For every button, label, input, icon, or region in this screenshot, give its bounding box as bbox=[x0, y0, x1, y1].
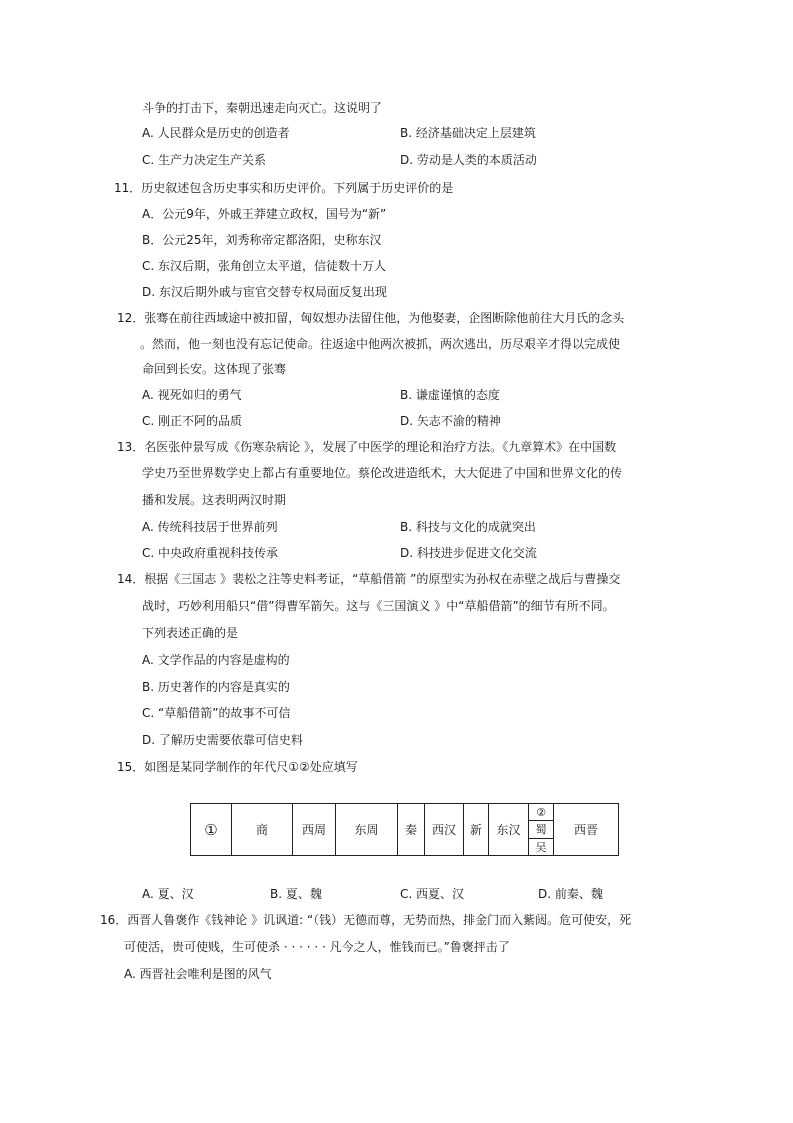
q11-option-a: A．公元9年，外戚王莽建立政权，国号为“新” bbox=[142, 207, 387, 221]
timeline-cell-three-kingdoms bbox=[529, 804, 554, 855]
dynasty-timeline bbox=[190, 803, 619, 856]
q14-stem-line3: 下列表述正确的是 bbox=[142, 626, 239, 640]
timeline-cell-dongzhou: 东周 bbox=[336, 804, 398, 855]
q13-stem-line3: 播和发展。这表明两汉时期 bbox=[142, 493, 287, 507]
q14-stem-line1: 14．根据《三国志 》裴松之注等史料考证，“草船借箭 ”的原型实为孙权在赤壁之战后与曹操交 bbox=[117, 572, 621, 586]
timeline-cell-shang: 商 bbox=[232, 804, 293, 855]
q10-stem-continued: 斗争的打击下，秦朝迅速走向灭亡。这说明了 bbox=[142, 101, 383, 115]
q10-option-b: B. 经济基础决定上层建筑 bbox=[400, 126, 536, 140]
q12-stem-line3: 命回到长安。这体现了张骞 bbox=[142, 362, 287, 376]
q15-option-c: C. 西夏、汉 bbox=[400, 887, 465, 901]
q13-option-c: C. 中央政府重视科技传承 bbox=[142, 546, 279, 560]
timeline-cell-qin: 秦 bbox=[398, 804, 425, 855]
q10-option-c: C. 生产力决定生产关系 bbox=[142, 153, 267, 167]
timeline-cell-shu: 蜀 bbox=[529, 821, 553, 838]
q14-stem-line2: 战时，巧妙利用船只“借”得曹军箭矢。这与《三国演义 》中“草船借箭”的细节有所不同。 bbox=[142, 599, 615, 613]
q12-option-d: D. 矢志不渝的精神 bbox=[400, 414, 501, 428]
q12-stem-line1: 12．张骞在前往西域途中被扣留，匈奴想办法留住他，为他娶妻，企图断除他前往大月氏的念头 bbox=[117, 311, 625, 325]
q14-option-d: D. 了解历史需要依靠可信史料 bbox=[142, 733, 303, 747]
timeline-cell-blank-1: ① bbox=[191, 804, 232, 855]
q15-option-a: A. 夏、汉 bbox=[142, 887, 194, 901]
q14-option-c: C. “草船借箭”的故事不可信 bbox=[142, 706, 291, 720]
q10-option-a: A. 人民群众是历史的创造者 bbox=[142, 126, 290, 140]
q13-option-a: A. 传统科技居于世界前列 bbox=[142, 520, 278, 534]
q10-option-d: D. 劳动是人类的本质活动 bbox=[400, 153, 537, 167]
q11-option-d: D. 东汉后期外戚与宦官交替专权局面反复出现 bbox=[142, 285, 387, 299]
q14-option-a: A. 文学作品的内容是虚构的 bbox=[142, 653, 290, 667]
q11-option-c: C. 东汉后期，张角创立太平道，信徒数十万人 bbox=[142, 259, 387, 273]
q12-option-c: C. 刚正不阿的品质 bbox=[142, 414, 243, 428]
q13-option-b: B. 科技与文化的成就突出 bbox=[400, 520, 536, 534]
q11-stem: 11．历史叙述包含历史事实和历史评价。下列属于历史评价的是 bbox=[114, 181, 454, 195]
q16-stem-line1: 16．西晋人鲁褒作《钱神论 》讥讽道: “（钱）无德而尊，无势而热，排金门而入紫闼。危可使安，死 bbox=[100, 913, 632, 927]
timeline-cell-xin: 新 bbox=[464, 804, 489, 855]
q16-option-a: A. 西晋社会唯利是图的风气 bbox=[124, 967, 272, 981]
q13-stem-line2: 学史乃至世界数学史上都占有重要地位。蔡伦改进造纸术，大大促进了中国和世界文化的传 bbox=[142, 466, 623, 480]
q16-stem-line2: 可使活，贵可使贱，生可使杀 · · · · · · 凡今之人，惟钱而已。”鲁褒抨击了 bbox=[124, 940, 510, 954]
timeline-cell-wu: 吴 bbox=[535, 840, 547, 854]
q12-option-a: A. 视死如归的勇气 bbox=[142, 388, 242, 402]
q13-option-d: D. 科技进步促进文化交流 bbox=[400, 546, 537, 560]
timeline-cell-xijin: 西晋 bbox=[573, 823, 598, 837]
timeline-cell-xihan: 西汉 bbox=[425, 804, 464, 855]
q13-stem-line1: 13．名医张仲景写成《伤寒杂病论 》，发展了中医学的理论和治疗方法。《九章算术》在中国数 bbox=[117, 440, 617, 454]
q12-option-b: B. 谦虚谨慎的态度 bbox=[400, 388, 500, 402]
q12-stem-line2: 。然而，他一刻也没有忘记使命。往返途中他两次被抓，两次逃出，历尽艰辛才得以完成使 bbox=[140, 337, 621, 351]
q15-option-d: D. 前秦、魏 bbox=[538, 887, 603, 901]
timeline-cell-blank-2: ② bbox=[529, 804, 553, 821]
timeline-cell-xizhou: 西周 bbox=[293, 804, 336, 855]
timeline-cell-donghan: 东汉 bbox=[489, 804, 529, 855]
q14-option-b: B. 历史著作的内容是真实的 bbox=[142, 680, 290, 694]
q15-option-b: B. 夏、魏 bbox=[270, 887, 322, 901]
q11-option-b: B．公元25年，刘秀称帝定都洛阳，史称东汉 bbox=[142, 233, 382, 247]
q15-stem: 15．如图是某同学制作的年代尺①②处应填写 bbox=[117, 760, 358, 774]
